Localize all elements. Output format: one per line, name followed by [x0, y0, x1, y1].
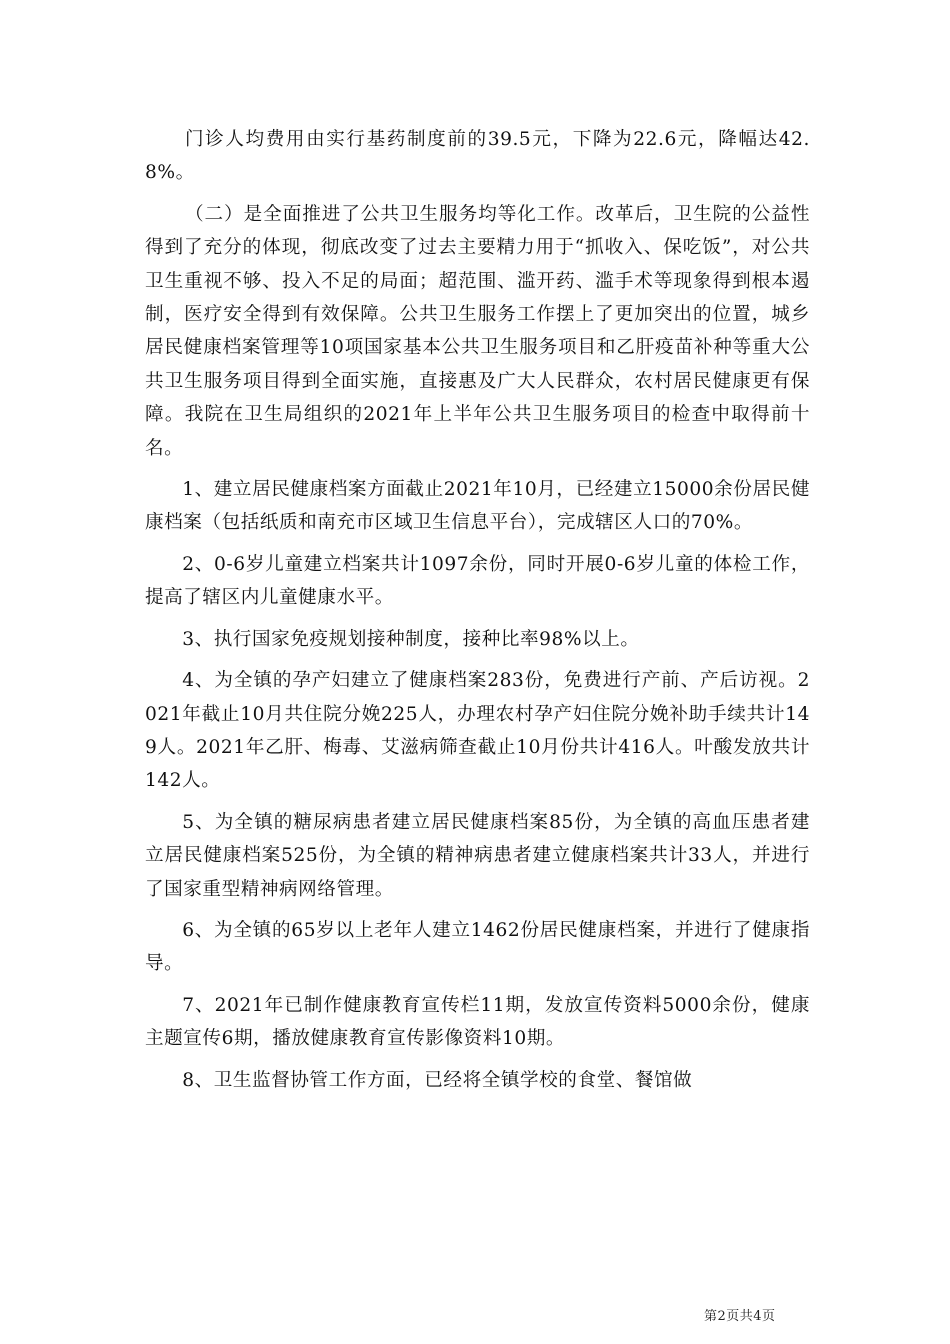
- paragraph-item-5-chronic-disease: 5、为全镇的糖尿病患者建立居民健康档案85份，为全镇的高血压患者建立居民健康档案525份，为全镇的精神病患者建立健康档案共计33人，并进行了国家重型精神病网络管理。: [145, 811, 810, 900]
- paragraph-public-health-equalization: （二）是全面推进了公共卫生服务均等化工作。改革后，卫生院的公益性得到了充分的体现，彻底改变了过去主要精力用于“抓收入、保吃饭”，对公共卫生重视不够、投入不足的局面；超范围、滥开药、滥手术等现象得到根本遏制，医疗安全得到有效保障。公共卫生服务工作摆上了更加突出的位置，城乡居民健康档案管理等10项国家基本公共卫生服务项目和乙肝疫苗补种等重大公共卫生服务项目得到全面实施，直接惠及广大人民群众，农村居民健康更有保障。我院在卫生局组织的2021年上半年公共卫生服务项目的检查中取得前十名。: [145, 203, 810, 459]
- paragraph-item-1-health-records: 1、建立居民健康档案方面截止2021年10月，已经建立15000余份居民健康档案（包括纸质和南充市区域卫生信息平台），完成辖区人口的70%。: [145, 479, 810, 534]
- paragraph-item-4-maternal: 4、为全镇的孕产妇建立了健康档案283份，免费进行产前、产后访视。2021年截止10月共住院分娩225人，办理农村孕产妇住院分娩补助手续共计149人。2021年乙肝、梅毒、艾滋病筛查截止10月份共计416人。叶酸发放共计142人。: [145, 670, 810, 792]
- paragraph-item-8-supervision: 8、卫生监督协管工作方面，已经将全镇学校的食堂、餐馆做: [182, 1069, 693, 1091]
- document-body: [145, 123, 810, 1105]
- paragraph-item-2-children: 2、0-6岁儿童建立档案共计1097余份，同时开展0-6岁儿童的体检工作，提高了辖区内儿童健康水平。: [145, 553, 810, 609]
- paragraph-outpatient-cost: 门诊人均费用由实行基药制度前的39.5元，下降为22.6元，降幅达42.8%。: [145, 129, 810, 184]
- page-number: 第2页共4页: [704, 1309, 776, 1324]
- paragraph-item-6-elderly: 6、为全镇的65岁以上老年人建立1462份居民健康档案，并进行了健康指导。: [145, 919, 810, 975]
- paragraph-item-7-health-education: 7、2021年已制作健康教育宣传栏11期，发放宣传资料5000余份，健康主题宣传6期，播放健康教育宣传影像资料10期。: [145, 994, 810, 1050]
- paragraph-item-3-immunization: 3、执行国家免疫规划接种制度，接种比率98%以上。: [182, 628, 640, 650]
